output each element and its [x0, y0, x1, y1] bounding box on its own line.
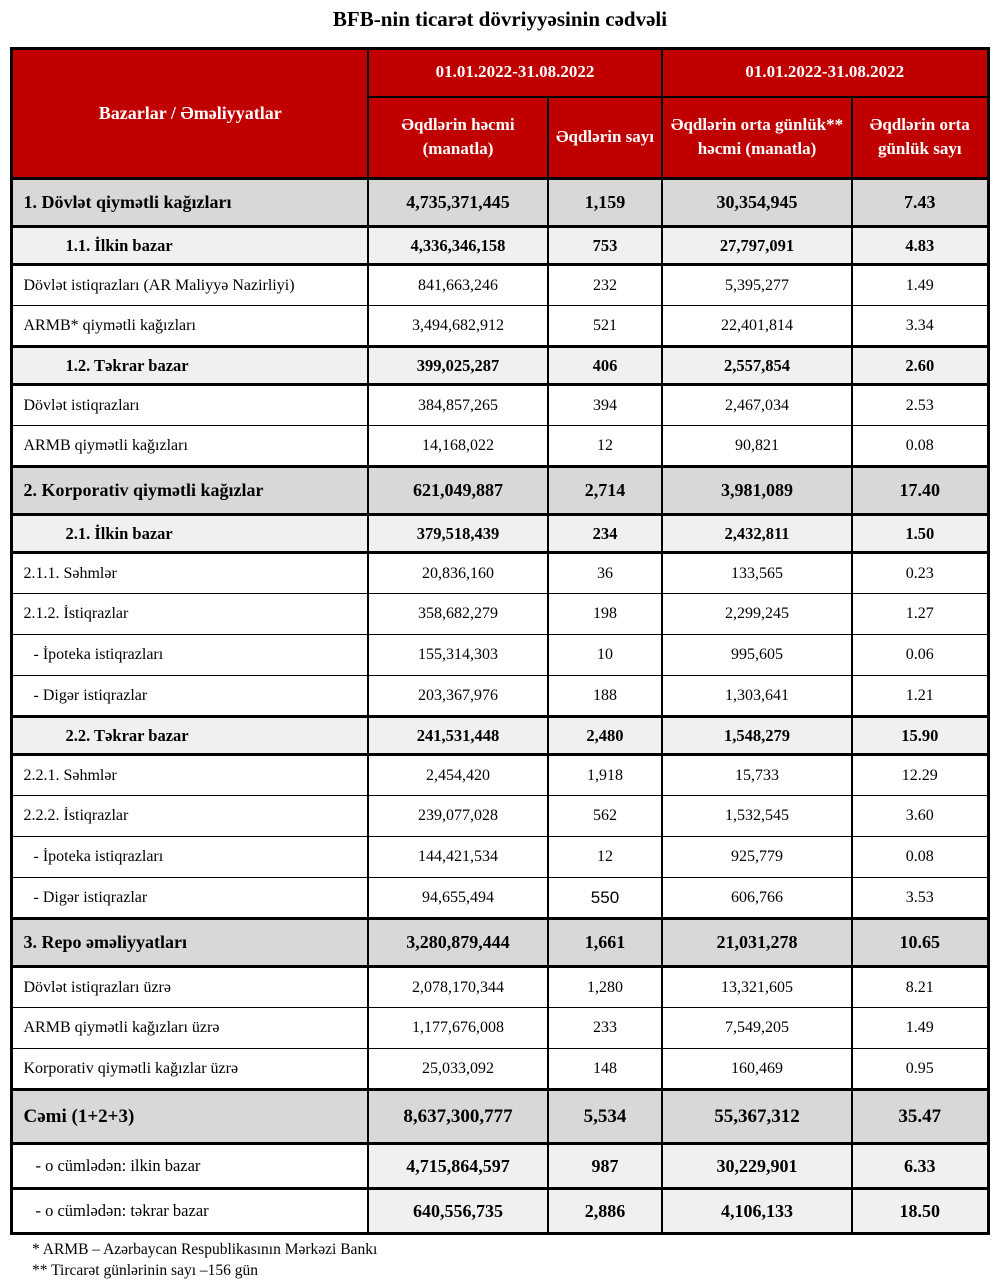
value-cell: 4,106,133: [662, 1189, 852, 1234]
table-row: [12, 878, 988, 919]
row-label-cell: - o cümlədən: təkrar bazar: [12, 1189, 368, 1234]
value-cell: 358,682,279: [368, 594, 548, 635]
table-row: [12, 676, 988, 717]
table-header: [12, 49, 988, 179]
value-cell: 13,321,605: [662, 967, 852, 1008]
value-cell: 562: [548, 796, 662, 837]
table-row: [12, 1189, 988, 1234]
value-cell: 1.21: [852, 676, 988, 717]
value-cell: 30,229,901: [662, 1144, 852, 1189]
table-row: [12, 967, 988, 1008]
row-label-cell: 1. Dövlət qiymətli kağızları: [12, 179, 368, 227]
row-label-cell: 2.2. Təkrar bazar: [12, 717, 368, 755]
value-cell: 1,661: [548, 919, 662, 967]
value-cell: 155,314,303: [368, 635, 548, 676]
value-cell: 8.21: [852, 967, 988, 1008]
value-cell: 0.08: [852, 426, 988, 467]
column-header-volume: Əqdlərin həcmi (manatla): [368, 97, 548, 179]
value-cell: 10: [548, 635, 662, 676]
row-label-cell: Dövlət istiqrazları (AR Maliyyə Nazirliyi): [12, 265, 368, 306]
value-cell: 2,078,170,344: [368, 967, 548, 1008]
value-cell: 3.53: [852, 878, 988, 919]
row-label-cell: - o cümlədən: ilkin bazar: [12, 1144, 368, 1189]
table-row: [12, 306, 988, 347]
value-cell: 4,336,346,158: [368, 227, 548, 265]
row-label-cell: - Digər istiqrazlar: [12, 676, 368, 717]
value-cell: 1.27: [852, 594, 988, 635]
value-cell: 0.95: [852, 1049, 988, 1090]
value-cell: 3,981,089: [662, 467, 852, 515]
table-row: [12, 347, 988, 385]
value-cell: 27,797,091: [662, 227, 852, 265]
row-label-cell: Korporativ qiymətli kağızlar üzrə: [12, 1049, 368, 1090]
column-header-avg-daily-count: Əqdlərin orta günlük sayı: [852, 97, 988, 179]
value-cell: 406: [548, 347, 662, 385]
table-row: [12, 426, 988, 467]
value-cell: 2,557,854: [662, 347, 852, 385]
value-cell: 1,532,545: [662, 796, 852, 837]
table-row: [12, 265, 988, 306]
value-cell: 987: [548, 1144, 662, 1189]
table-row: [12, 515, 988, 553]
value-cell: 0.23: [852, 553, 988, 594]
value-cell: 20,836,160: [368, 553, 548, 594]
table-row: [12, 179, 988, 227]
value-cell: 5,395,277: [662, 265, 852, 306]
value-cell: 1,303,641: [662, 676, 852, 717]
row-label-cell: 2.1. İlkin bazar: [12, 515, 368, 553]
value-cell: 379,518,439: [368, 515, 548, 553]
value-cell: 30,354,945: [662, 179, 852, 227]
value-cell: 15.90: [852, 717, 988, 755]
table-row: [12, 1090, 988, 1144]
value-cell: 55,367,312: [662, 1090, 852, 1144]
value-cell: 241,531,448: [368, 717, 548, 755]
value-cell: 239,077,028: [368, 796, 548, 837]
value-cell: 144,421,534: [368, 837, 548, 878]
value-cell: 148: [548, 1049, 662, 1090]
footnote-armb: * ARMB – Azərbaycan Respublikasının Mərkəzi Bankı: [32, 1241, 378, 1258]
row-label-cell: 2.2.2. İstiqrazlar: [12, 796, 368, 837]
table-body: [12, 179, 988, 1234]
table-row: [12, 837, 988, 878]
value-cell: 3.60: [852, 796, 988, 837]
value-cell: 841,663,246: [368, 265, 548, 306]
value-cell: 15,733: [662, 755, 852, 796]
value-cell: 10.65: [852, 919, 988, 967]
period-header-cell-2: 01.01.2022-31.08.2022: [662, 49, 988, 97]
page-title: BFB-nin ticarət dövriyyəsinin cədvəli: [332, 7, 668, 31]
footnote-trading-days: ** Tircarət günlərinin sayı –156 gün: [32, 1261, 259, 1279]
value-cell: 2.53: [852, 385, 988, 426]
value-cell: 2,454,420: [368, 755, 548, 796]
table-row: [12, 385, 988, 426]
value-cell: 0.08: [852, 837, 988, 878]
value-cell: 22,401,814: [662, 306, 852, 347]
value-cell: 90,821: [662, 426, 852, 467]
value-cell: 2,432,811: [662, 515, 852, 553]
value-cell: 6.33: [852, 1144, 988, 1189]
period-header-cell-1: 01.01.2022-31.08.2022: [368, 49, 662, 97]
value-cell: 1.49: [852, 265, 988, 306]
value-cell: 521: [548, 306, 662, 347]
value-cell: 1.49: [852, 1008, 988, 1049]
value-cell: 2,467,034: [662, 385, 852, 426]
value-cell: 4.83: [852, 227, 988, 265]
value-cell: 234: [548, 515, 662, 553]
value-cell: 188: [548, 676, 662, 717]
value-cell: 2.60: [852, 347, 988, 385]
value-cell: 5,534: [548, 1090, 662, 1144]
row-label-cell: ARMB* qiymətli kağızları: [12, 306, 368, 347]
table-row: [12, 755, 988, 796]
value-cell: 2,480: [548, 717, 662, 755]
row-label-cell: - İpoteka istiqrazları: [12, 635, 368, 676]
value-cell: 621,049,887: [368, 467, 548, 515]
row-label-cell: 1.2. Təkrar bazar: [12, 347, 368, 385]
value-cell: 4,735,371,445: [368, 179, 548, 227]
value-cell: 8,637,300,777: [368, 1090, 548, 1144]
value-cell: 17.40: [852, 467, 988, 515]
period-header-row: [12, 49, 988, 97]
row-label-cell: Cəmi (1+2+3): [12, 1090, 368, 1144]
column-header-avg-daily-volume: Əqdlərin orta günlük** həcmi (manatla): [662, 97, 852, 179]
value-cell: 12: [548, 837, 662, 878]
row-label-cell: 2.2.1. Səhmlər: [12, 755, 368, 796]
value-cell: 2,714: [548, 467, 662, 515]
row-label-cell: ARMB qiymətli kağızları: [12, 426, 368, 467]
row-label-cell: 2. Korporativ qiymətli kağızlar: [12, 467, 368, 515]
value-cell: 36: [548, 553, 662, 594]
table-row: [12, 594, 988, 635]
value-cell: 203,367,976: [368, 676, 548, 717]
row-label-cell: 1.1. İlkin bazar: [12, 227, 368, 265]
value-cell: 160,469: [662, 1049, 852, 1090]
value-cell: 384,857,265: [368, 385, 548, 426]
row-label-cell: 2.1.1. Səhmlər: [12, 553, 368, 594]
footnotes: [32, 1240, 1000, 1282]
value-cell: 606,766: [662, 878, 852, 919]
value-cell: 1.50: [852, 515, 988, 553]
value-cell: 2,886: [548, 1189, 662, 1234]
value-cell: 7,549,205: [662, 1008, 852, 1049]
value-cell: 21,031,278: [662, 919, 852, 967]
value-cell: 1,159: [548, 179, 662, 227]
table-row: [12, 1049, 988, 1090]
value-cell: 1,918: [548, 755, 662, 796]
value-cell: 12: [548, 426, 662, 467]
value-cell: 14,168,022: [368, 426, 548, 467]
value-cell: 1,177,676,008: [368, 1008, 548, 1049]
value-cell: 753: [548, 227, 662, 265]
column-header-count: Əqdlərin sayı: [548, 97, 662, 179]
value-cell: 925,779: [662, 837, 852, 878]
value-cell: 94,655,494: [368, 878, 548, 919]
table-row: [12, 796, 988, 837]
trade-turnover-table: [10, 47, 989, 1235]
row-label-cell: - Digər istiqrazlar: [12, 878, 368, 919]
value-cell: 198: [548, 594, 662, 635]
row-label-cell: ARMB qiymətli kağızları üzrə: [12, 1008, 368, 1049]
value-cell: 7.43: [852, 179, 988, 227]
value-cell: 1,548,279: [662, 717, 852, 755]
table-row: [12, 467, 988, 515]
value-cell: 3,280,879,444: [368, 919, 548, 967]
value-cell: 640,556,735: [368, 1189, 548, 1234]
value-cell: 2,299,245: [662, 594, 852, 635]
value-cell: 3,494,682,912: [368, 306, 548, 347]
value-cell: 550: [548, 878, 662, 919]
value-cell: 25,033,092: [368, 1049, 548, 1090]
corner-header-cell: Bazarlar / Əməliyyatlar: [12, 49, 368, 179]
value-cell: 399,025,287: [368, 347, 548, 385]
value-cell: 18.50: [852, 1189, 988, 1234]
table-row: [12, 717, 988, 755]
table-row: [12, 227, 988, 265]
value-cell: 3.34: [852, 306, 988, 347]
value-cell: 995,605: [662, 635, 852, 676]
table-row: [12, 919, 988, 967]
row-label-cell: - İpoteka istiqrazları: [12, 837, 368, 878]
table-row: [12, 635, 988, 676]
value-cell: 1,280: [548, 967, 662, 1008]
row-label-cell: 2.1.2. İstiqrazlar: [12, 594, 368, 635]
value-cell: 12.29: [852, 755, 988, 796]
value-cell: 232: [548, 265, 662, 306]
row-label-cell: Dövlət istiqrazları üzrə: [12, 967, 368, 1008]
value-cell: 394: [548, 385, 662, 426]
value-cell: 35.47: [852, 1090, 988, 1144]
row-label-cell: 3. Repo əməliyyatları: [12, 919, 368, 967]
table-row: [12, 1008, 988, 1049]
value-cell: 0.06: [852, 635, 988, 676]
value-cell: 233: [548, 1008, 662, 1049]
table-row: [12, 553, 988, 594]
row-label-cell: Dövlət istiqrazları: [12, 385, 368, 426]
table-row: [12, 1144, 988, 1189]
value-cell: 133,565: [662, 553, 852, 594]
value-cell: 4,715,864,597: [368, 1144, 548, 1189]
